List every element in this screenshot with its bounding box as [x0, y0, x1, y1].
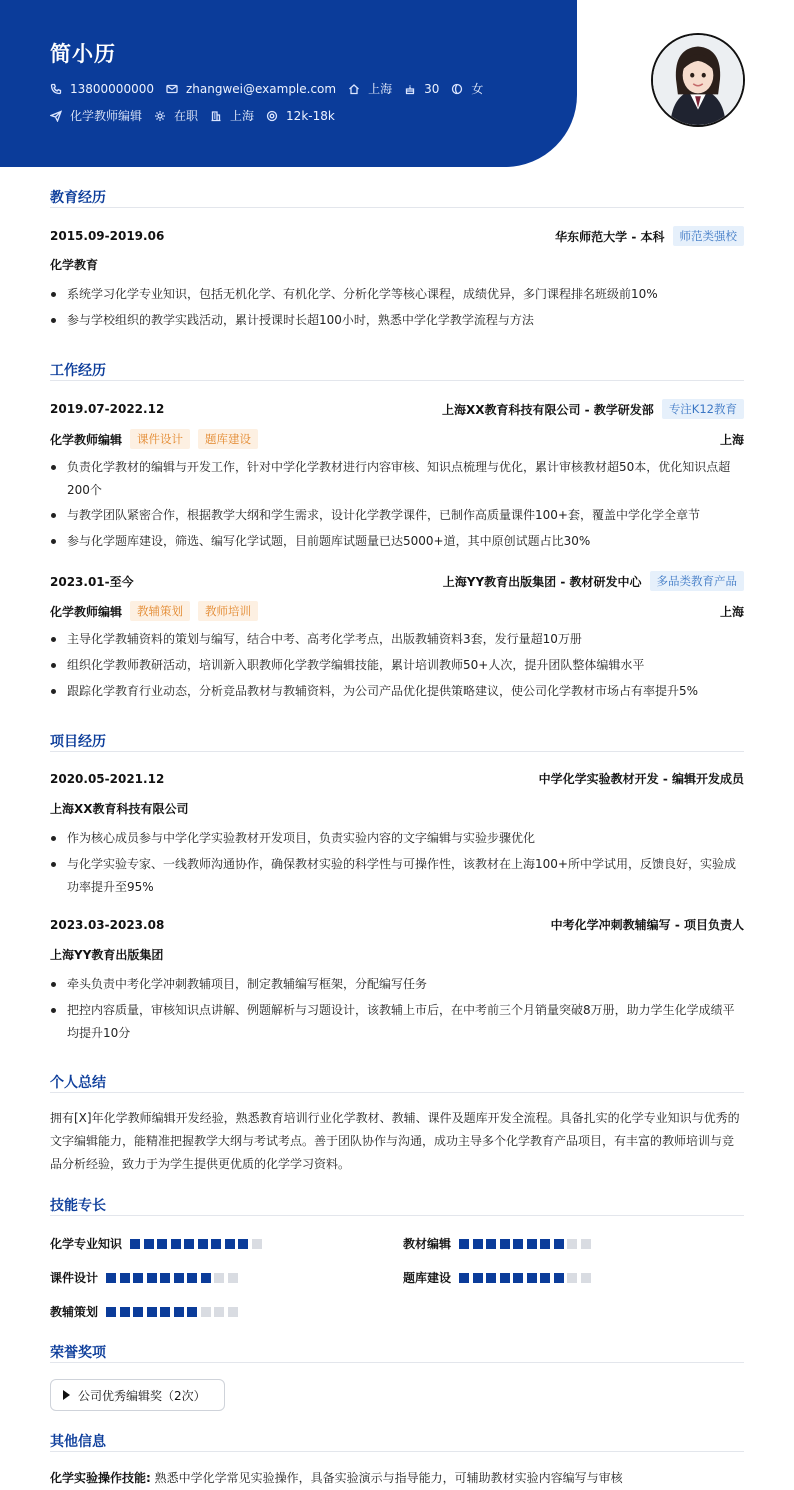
salary-text: 12k-18k — [286, 108, 335, 123]
skill-level-bar — [106, 1307, 241, 1317]
skill-level-filled — [120, 1273, 130, 1283]
caret-right-icon — [63, 1390, 70, 1400]
contact-row — [50, 80, 495, 97]
target-job-text: 化学教师编辑 — [70, 109, 143, 123]
skill-level-empty — [581, 1273, 591, 1283]
work-role-row — [50, 601, 744, 621]
skill-level-filled — [147, 1307, 157, 1317]
project-header — [50, 770, 744, 787]
skill-level-filled — [225, 1239, 235, 1249]
skill-level-filled — [157, 1239, 167, 1249]
send-icon — [50, 110, 62, 122]
skill-level-empty — [201, 1307, 211, 1317]
skill-level-filled — [106, 1273, 116, 1283]
skill-level-empty — [228, 1307, 238, 1317]
work-period: 2019.07-2022.12 — [50, 402, 165, 416]
skill-item — [403, 1269, 594, 1286]
work-period: 2023.01-至今 — [50, 574, 134, 589]
skill-level-filled — [554, 1273, 564, 1283]
avatar — [651, 33, 745, 127]
section-divider — [50, 751, 744, 752]
work-role: 化学教师编辑 — [50, 604, 123, 619]
skill-level-filled — [187, 1307, 197, 1317]
skill-item — [403, 1235, 594, 1252]
phone-icon — [50, 83, 62, 95]
project-period: 2023.03-2023.08 — [50, 917, 165, 932]
skill-tag: 题库建设 — [198, 429, 258, 449]
target-icon — [266, 110, 278, 122]
header-banner — [0, 0, 577, 167]
section-divider — [50, 1215, 744, 1216]
project-title: 中考化学冲刺教辅编写 - 项目负责人 — [550, 918, 744, 932]
skill-level-filled — [486, 1273, 496, 1283]
skill-level-filled — [184, 1239, 194, 1249]
skill-level-empty — [567, 1239, 577, 1249]
section-divider — [50, 1362, 744, 1363]
skill-name: 化学专业知识 — [50, 1237, 123, 1251]
list-item: 主导化学教辅资料的策划与编写，结合中考、高考化学考点，出版教辅资料3套，发行量超10万册 — [50, 628, 744, 651]
city-text: 上海 — [368, 82, 393, 96]
skill-level-filled — [174, 1307, 184, 1317]
section-title-honors: 荣誉奖项 — [50, 1345, 106, 1361]
list-item: 参与学校组织的教学实践活动，累计授课时长超100小时，熟悉中学化学教学流程与方法 — [50, 309, 744, 332]
skill-tag: 课件设计 — [130, 429, 190, 449]
list-item: 参与化学题库建设，筛选、编写化学试题，目前题库试题量已达5000+道，其中原创试题占比30% — [50, 530, 744, 553]
skill-level-filled — [198, 1239, 208, 1249]
skill-level-bar — [130, 1239, 265, 1249]
section-title-work: 工作经历 — [50, 363, 106, 379]
skill-level-filled — [133, 1273, 143, 1283]
skill-level-filled — [486, 1239, 496, 1249]
section-title-other: 其他信息 — [50, 1434, 106, 1450]
skill-level-filled — [513, 1273, 523, 1283]
skill-level-filled — [174, 1273, 184, 1283]
skill-level-empty — [214, 1307, 224, 1317]
company-tag: 专注K12教育 — [662, 399, 744, 419]
section-divider — [50, 207, 744, 208]
skill-name: 题库建设 — [403, 1271, 452, 1285]
work-role-row — [50, 429, 744, 449]
list-item: 负责化学教材的编辑与开发工作，针对中学化学教材进行内容审核、知识点梳理与优化，累计审核教材超50本，优化知识点超200个 — [50, 456, 744, 502]
work-company: 上海XX教育科技有限公司 - 教学研发部 — [441, 402, 654, 417]
work-location: 上海 — [719, 432, 744, 447]
skill-level-empty — [214, 1273, 224, 1283]
list-item: 牵头负责中考化学冲刺教辅项目，制定教辅编写框架，分配编写任务 — [50, 973, 744, 996]
salary-item — [266, 109, 335, 123]
age-text: 30 — [424, 81, 440, 96]
gender-item — [451, 80, 483, 97]
section-title-education: 教育经历 — [50, 190, 106, 206]
work-header — [50, 399, 744, 419]
skill-level-bar — [459, 1273, 594, 1283]
work-company: 上海YY教育出版集团 - 教材研发中心 — [442, 574, 642, 589]
skill-level-filled — [473, 1239, 483, 1249]
skill-level-filled — [473, 1273, 483, 1283]
job-intent-row — [50, 107, 347, 124]
skill-level-filled — [540, 1239, 550, 1249]
skill-level-empty — [581, 1239, 591, 1249]
education-major-row — [50, 256, 744, 273]
skill-level-filled — [147, 1273, 157, 1283]
section-title-summary: 个人总结 — [50, 1075, 106, 1091]
cake-icon — [404, 83, 416, 95]
section-title-skills: 技能专长 — [50, 1198, 106, 1214]
education-header — [50, 226, 744, 246]
award-label: 公司优秀编辑奖（2次） — [78, 1388, 206, 1403]
skill-level-filled — [106, 1307, 116, 1317]
target-city-item — [210, 107, 254, 124]
skill-level-filled — [554, 1239, 564, 1249]
list-item: 把控内容质量，审核知识点讲解、例题解析与习题设计，该教辅上市后，在中考前三个月销量突破8万册，助力学生化学成绩平均提升10分 — [50, 999, 744, 1045]
skill-name: 教材编辑 — [403, 1237, 452, 1251]
skill-level-filled — [500, 1273, 510, 1283]
skill-level-filled — [187, 1273, 197, 1283]
skill-name: 教辅策划 — [50, 1305, 99, 1319]
section-divider — [50, 1451, 744, 1452]
education-school: 华东师范大学 - 本科 — [555, 229, 665, 244]
project-title: 中学化学实验教材开发 - 编辑开发成员 — [538, 772, 744, 786]
award-toggle[interactable] — [50, 1379, 225, 1411]
phone-text: 13800000000 — [70, 81, 154, 96]
list-item: 与化学实验专家、一线教师沟通协作，确保教材实验的科学性与可操作性，该教材在上海100+所中学试用，反馈良好，实验成功率提升至95% — [50, 853, 744, 899]
skill-level-filled — [513, 1239, 523, 1249]
skill-level-filled — [211, 1239, 221, 1249]
project-header — [50, 916, 744, 933]
skill-level-filled — [238, 1239, 248, 1249]
list-item: 跟踪化学教育行业动态，分析竞品教材与教辅资料，为公司产品优化提供策略建议，使公司化学教材市场占有率提升5% — [50, 680, 744, 703]
status-item — [154, 107, 198, 124]
school-tag: 师范类强校 — [673, 226, 745, 246]
skill-level-empty — [228, 1273, 238, 1283]
skill-level-filled — [144, 1239, 154, 1249]
project-org-row — [50, 800, 744, 817]
city-item — [348, 80, 392, 97]
company-tag: 多品类教育产品 — [650, 571, 745, 591]
skill-level-filled — [160, 1307, 170, 1317]
skill-name: 课件设计 — [50, 1271, 99, 1285]
skill-level-filled — [540, 1273, 550, 1283]
skill-level-filled — [160, 1273, 170, 1283]
project-org-row — [50, 946, 744, 963]
project-period: 2020.05-2021.12 — [50, 771, 165, 786]
skill-level-empty — [567, 1273, 577, 1283]
skill-level-filled — [130, 1239, 140, 1249]
email-item — [166, 82, 336, 96]
email-text: zhangwei@example.com — [185, 81, 337, 96]
avatar-photo — [653, 35, 743, 125]
skill-level-bar — [459, 1239, 594, 1249]
summary-text: 拥有[X]年化学教师编辑开发经验，熟悉教育培训行业化学教材、教辅、课件及题库开发全流程。具备扎实的化学专业知识与优秀的文字编辑能力，能精准把握教学大纲与考试考点。善于团队协作与沟通，成功主导多个化学教育产品项目，有丰富的教师培训与竞品分析经验，致力于为学生提供更优质的化学学习资料。 — [50, 1111, 740, 1171]
project-org: 上海YY教育出版集团 — [50, 948, 164, 962]
list-item: 作为核心成员参与中学化学实验教材开发项目，负责实验内容的文字编辑与实验步骤优化 — [50, 827, 744, 850]
work-header — [50, 571, 744, 591]
skill-level-filled — [171, 1239, 181, 1249]
other-label: 化学实验操作技能: — [50, 1471, 151, 1485]
education-major: 化学教育 — [50, 258, 99, 272]
phone-item — [50, 82, 154, 96]
list-item: 组织化学教师教研活动，培训新入职教师化学教学编辑技能，累计培训教师50+人次，提升团队整体编辑水平 — [50, 654, 744, 677]
skill-level-filled — [500, 1239, 510, 1249]
home-icon — [348, 83, 360, 95]
candidate-name: 简小历 — [50, 42, 116, 66]
gender-text: 女 — [471, 82, 484, 96]
gender-icon — [451, 83, 463, 95]
skill-level-filled — [201, 1273, 211, 1283]
age-item — [404, 82, 439, 96]
building-icon — [210, 110, 222, 122]
target-job-item — [50, 107, 142, 124]
skill-tag: 教师培训 — [198, 601, 258, 621]
skill-level-filled — [527, 1273, 537, 1283]
mail-icon — [166, 83, 178, 95]
other-info — [50, 1469, 623, 1486]
skill-item — [50, 1235, 265, 1252]
work-role: 化学教师编辑 — [50, 432, 123, 447]
education-period: 2015.09-2019.06 — [50, 229, 165, 243]
list-item: 系统学习化学专业知识，包括无机化学、有机化学、分析化学等核心课程，成绩优异，多门课程排名班级前10% — [50, 283, 744, 306]
skill-item — [50, 1303, 241, 1320]
skill-level-filled — [459, 1239, 469, 1249]
skill-tag: 教辅策划 — [130, 601, 190, 621]
target-city-text: 上海 — [230, 109, 255, 123]
other-text: 熟悉中学化学常见实验操作，具备实验演示与指导能力，可辅助教材实验内容编写与审核 — [154, 1471, 623, 1485]
project-org: 上海XX教育科技有限公司 — [50, 802, 189, 816]
section-divider — [50, 380, 744, 381]
section-divider — [50, 1092, 744, 1093]
skill-level-filled — [527, 1239, 537, 1249]
gear-icon — [154, 110, 166, 122]
skill-level-filled — [133, 1307, 143, 1317]
section-title-project: 项目经历 — [50, 734, 106, 750]
list-item: 与教学团队紧密合作，根据教学大纲和学生需求，设计化学教学课件，已制作高质量课件100+套，覆盖中学化学全章节 — [50, 504, 744, 527]
skill-level-filled — [120, 1307, 130, 1317]
skill-level-filled — [459, 1273, 469, 1283]
skill-item — [50, 1269, 241, 1286]
skill-level-bar — [106, 1273, 241, 1283]
work-location: 上海 — [719, 604, 744, 619]
status-text: 在职 — [174, 109, 199, 123]
skill-level-empty — [252, 1239, 262, 1249]
